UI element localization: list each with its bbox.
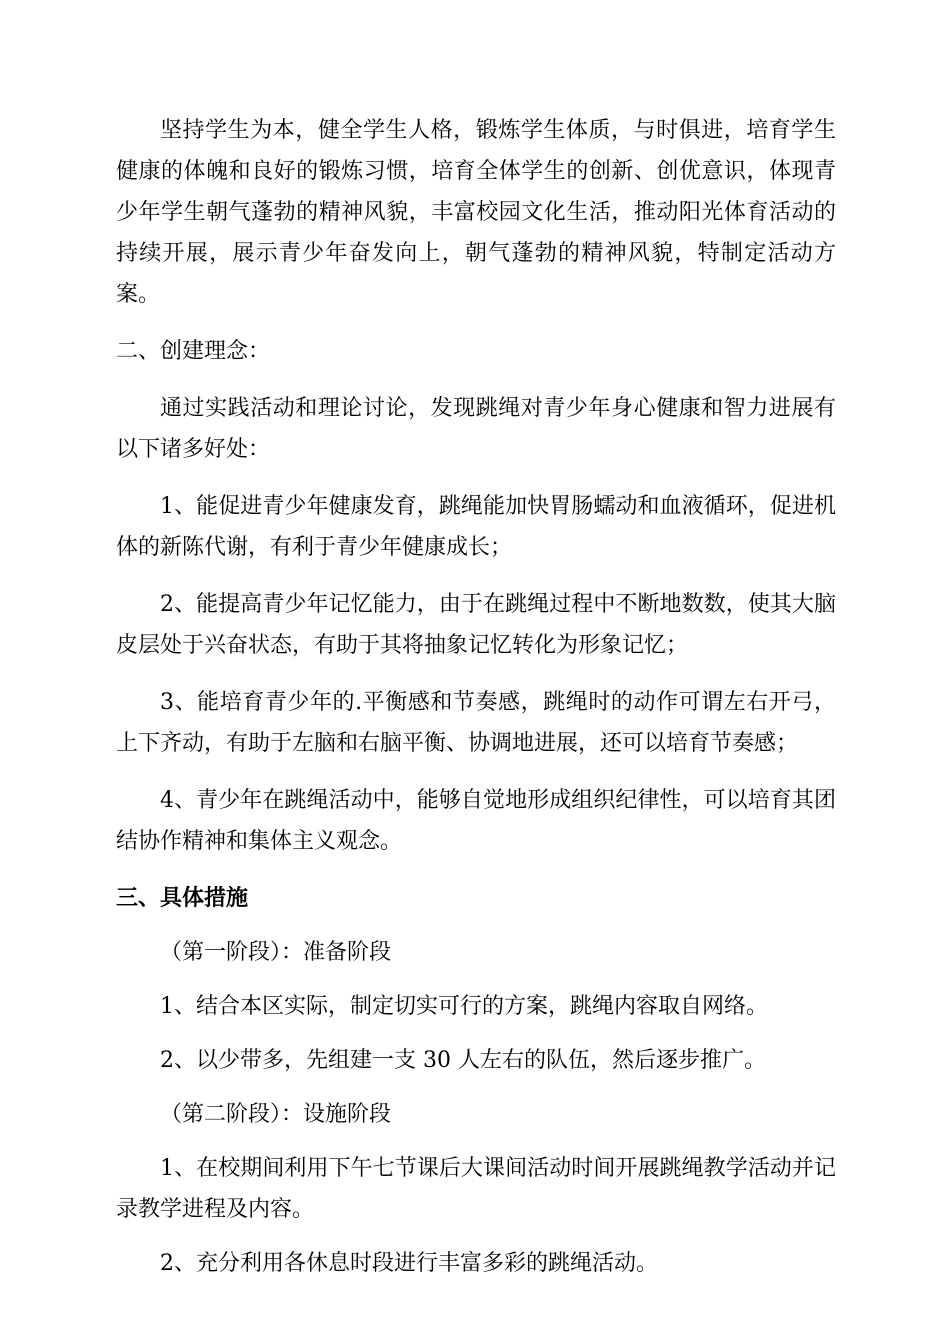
stage-item: 2、充分利用各休息时段进行丰富多彩的跳绳活动。: [160, 1251, 658, 1276]
concept-intro-paragraph: 通过实践活动和理论讨论，发现跳绳对青少年身心健康和智力进展有以下诸多好处：: [116, 396, 836, 462]
benefit-item: 4、青少年在跳绳活动中，能够自觉地形成组织纪律性，可以培育其团结协作精神和集体主义观念。: [116, 788, 836, 854]
benefit-item: 1、能促进青少年健康发育，跳绳能加快胃肠蠕动和血液循环，促进机体的新陈代谢，有利于青少年健康成长；: [116, 494, 836, 560]
benefit-item: 3、能培育青少年的.平衡感和节奏感，跳绳时的动作可谓左右开弓，上下齐动，有助于左脑和右脑平衡、协调地进展，还可以培育节奏感；: [116, 690, 836, 756]
document-page: [116, 110, 836, 1284]
benefit-item: 2、能提高青少年记忆能力，由于在跳绳过程中不断地数数，使其大脑皮层处于兴奋状态，有助于其将抽象记忆转化为形象记忆；: [116, 592, 836, 658]
stage-item: 1、在校期间利用下午七节课后大课间活动时间开展跳绳教学活动并记录教学进程及内容。: [116, 1156, 836, 1222]
intro-paragraph: 坚持学生为本，健全学生人格，锻炼学生体质，与时俱进，培育学生健康的体魄和良好的锻炼习惯，培育全体学生的创新、创优意识，体现青少年学生朝气蓬勃的精神风貌，丰富校园文化生活，推动阳光体育活动的持续开展，展示青少年奋发向上，朝气蓬勃的精神风貌，特制定活动方案。: [116, 118, 836, 307]
section-heading-measures: 三、具体措施: [116, 885, 249, 911]
stage-heading: （第二阶段）：设施阶段: [160, 1102, 392, 1127]
stage-heading: （第一阶段）：准备阶段: [160, 940, 392, 965]
section-heading-concept: 二、创建理念：: [116, 339, 271, 364]
stage-item: 2、以少带多，先组建一支 30 人左右的队伍，然后逐步推广。: [160, 1048, 766, 1073]
stage-item: 1、结合本区实际，制定切实可行的方案，跳绳内容取自网络。: [160, 994, 768, 1019]
